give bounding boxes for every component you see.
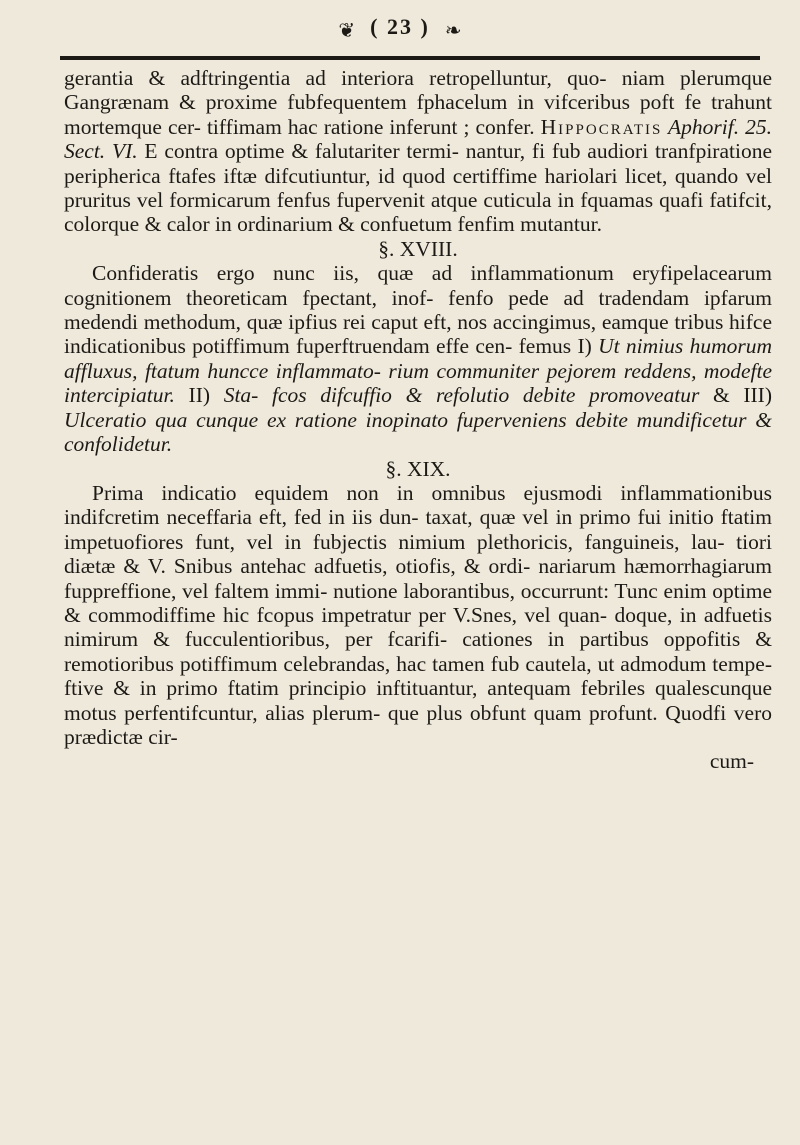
indication-3: Ulceratio qua cunque ex ratione inopinato fuperveniens debite mundificetur & confolidetur. [64,407,772,457]
page-header [0,8,800,52]
section-heading-xviii: §. XVIII. [378,236,458,261]
ornament-left-icon: ❦ [338,17,356,42]
paragraph-3: Prima indicatio equidem non in omnibus ejusmodi inflammationibus indifcretim neceffaria eft, fed in iis dun- taxat, quæ vel in primo fui initio ftatim impetuofiores funt, vel in fubjectis nimium plethoricis, fanguineis, lau- tiori diætæ & V. Snibus antehac adfuetis, otiofis, & ordi- nariarum hæmorrhagiarum fuppreffione, vel faltem immi- nutione laborantibus, occurrunt: Tunc enim optime & commodiffime hic fcopus impetratur per V.Snes, vel quan- doque, in adfuetis nimirum & fucculentioribus, per fcarifi- cationes in partibus oppofitis & remotioribus potiffimum celebrandas, hac tamen fub cautela, ut admodum tempe- ftive & in primo ftatim principio inftituantur, antequam febriles qualescunque motus perfentifcuntur, alias plerum- que plus obfunt quam profunt. Quodfi vero prædictæ cir- [64,480,772,749]
reference-author: Hippocratis [540,114,663,139]
reference-work: Aphorif. 25. Sect. VI. [64,114,772,164]
indication-2: Sta- fcos difcuffio & refolutio debite promoveatur [223,383,700,408]
paragraph-2-text: Confideratis ergo nunc iis, quæ ad inflammationum eryfipelacearum cognitionem theoreticam fpectant, inof- fenfo pede ad tradendam ipfarum medendi methodum, quæ ipfius rei caput eft, nos accingimus, eamque tribus hifce indicationibus potiffimum fuperftruendam effe cen- femus I) [64,261,772,359]
page-body [64,66,772,774]
paragraph-1-text-continued: E contra optime & falutariter termi- nantur, fi fub audiori tranfpiratione peripherica ftafes iftæ difcutiuntur, id quod certiffime hariolari licet, quando vel pruritus vel formicarum fenfus fupervenit atque cuticula in fquamas quafi fatifcit, colorque & calor in ordinarium & confuetum fenfim mutantur. [64,139,772,237]
paragraph-1 [64,66,772,237]
paragraph-2 [64,261,772,456]
catchword: cum- [709,749,754,774]
ornament-right-icon: ❧ [444,17,462,42]
indication-1: Ut nimius humorum affluxus, ftatum huncce inflammato- rium communiter pejorem reddens, modefte intercipiatur. [64,334,772,408]
paragraph-2-text-3: & III) [699,383,772,408]
paragraph-2-text-2: II) [174,383,224,408]
header-rule [60,56,760,60]
page-number: ( 23 ) [370,14,430,39]
paragraph-1-text: gerantia & adftringentia ad interiora retropelluntur, quo- niam plerumque Gangrænam & proxime fubfequentem fphacelum in vifceribus poft fe trahunt mortemque cer- tiffimam hac ratione inferunt ; confer. [64,66,772,139]
section-heading-xix: §. XIX. [385,456,451,481]
